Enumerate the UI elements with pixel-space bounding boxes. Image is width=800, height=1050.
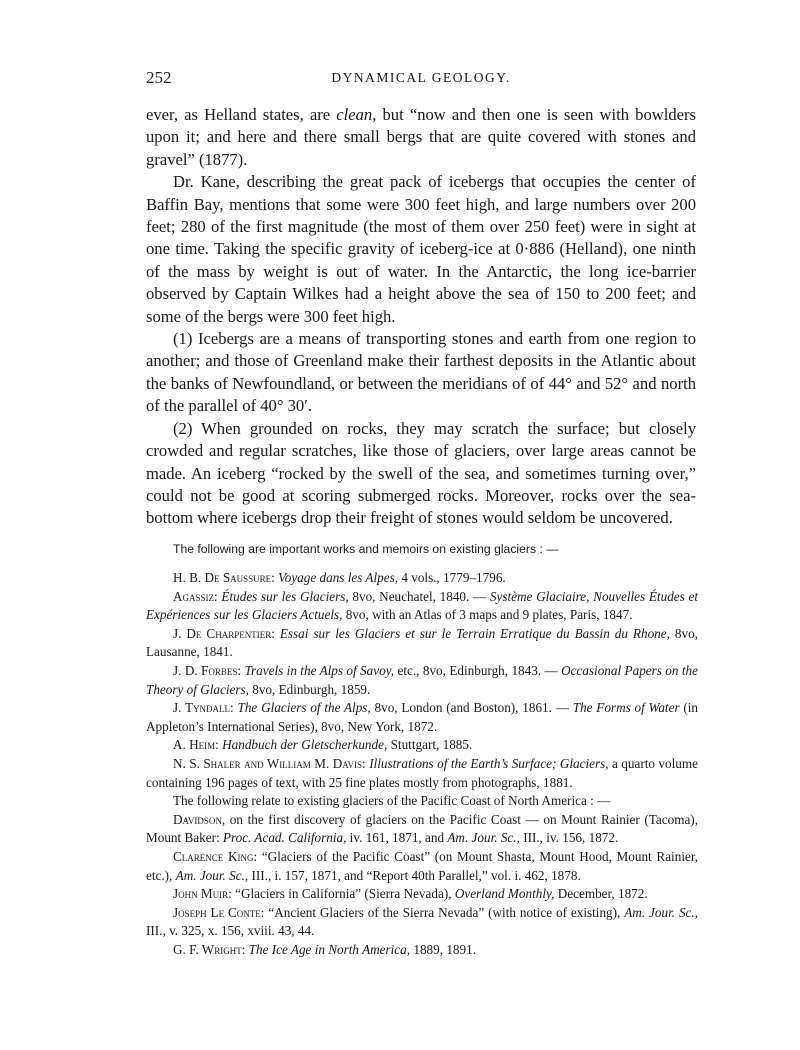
paragraph-continued: ever, as Helland states, are clean, but “now and then one is seen with bowlders upon it; and here and there small bergs that are quite covered with stones and gravel” (1877). (146, 105, 696, 169)
reference-saussure: H. B. De Saussure: Voyage dans les Alpes, 4 vols., 1779–1796. (173, 570, 506, 585)
reference-king: Clarence King: “Glaciers of the Pacific Coast” (on Mount Shasta, Mount Hood, Mount Rainier, etc.), Am. Jour. Sc., III., i. 157, 1871, and “Report 40th Parallel,” vol. i. 462, 1878. (146, 848, 698, 883)
reference-heim: A. Heim: Handbuch der Gletscherkunde, Stuttgart, 1885. (173, 737, 473, 753)
reference-forbes: J. D. Forbes: Travels in the Alps of Savoy, etc., 8vo, Edinburgh, 1843. — Occasional Papers on the Theory of Glaciers, 8vo, Edinburgh, 1859. (146, 662, 698, 697)
references-pacific-intro: The following relate to existing glaciers of the Pacific Coast of North America : — (173, 793, 611, 809)
references-intro: The following are important works and memoirs on existing glaciers : — (173, 542, 559, 556)
page-number: 252 (146, 68, 172, 87)
main-text (146, 104, 696, 530)
reference-davidson: Davidson, on the first discovery of glaciers on the Pacific Coast — on Mount Rainier (Tacoma), Mount Baker: Proc. Acad. California, iv. 161, 1871, and Am. Jour. Sc., III., iv. 156, 1872. (146, 811, 698, 846)
reference-leconte: Joseph Le Conte: “Ancient Glaciers of the Sierra Nevada” (with notice of existing), Am. Jour. Sc., III., v. 325, x. 156, xviii. 43, 44. (146, 904, 698, 939)
paragraph-transport: (1) Icebergs are a means of transporting stones and earth from one region to another; and those of Greenland make their farthest deposits in the Atlantic about the banks of Newfoundland, or between the meridians of of 44° and 52° and north of the parallel of 40° 30′. (146, 329, 696, 416)
running-head: DYNAMICAL GEOLOGY. (331, 70, 511, 85)
paragraph-kane: Dr. Kane, describing the great pack of icebergs that occupies the center of Baffin Bay, mentions that some were 300 feet high, and large numbers over 200 feet; 280 of the first magnitude (the most of them over 250 feet) were in sight at one time. Taking the specific gravity of iceberg-ice at 0·886 (Helland), one ninth of the mass by weight is out of water. In the Antarctic, the long ice-barrier observed by Captain Wilkes had a height above the sea of 150 to 200 feet; and some of the bergs were 300 feet high. (146, 172, 696, 326)
reference-agassiz: Agassiz: Études sur les Glaciers, 8vo, Neuchatel, 1840. — Système Glaciaire, Nouvelles Études et Expériences sur les Glaciers Actuels, 8vo, with an Atlas of 3 maps and 9 plates, Paris, 1847. (146, 588, 699, 623)
reference-shaler-davis: N. S. Shaler and William M. Davis: Illustrations of the Earth’s Surface; Glaciers, a quarto volume containing 196 pages of text, with 25 fine plates mostly from photographs, 1881. (146, 755, 698, 790)
paragraph-scratches: (2) When grounded on rocks, they may scratch the surface; but closely crowded and regular scratches, like those of glaciers, over large areas cannot be made. An iceberg “rocked by the swell of the sea, and sometimes turning over,” could not be good at scoring submerged rocks. Moreover, rocks over the sea-bottom where icebergs drop their freight of stones would seldom be uncovered. (146, 418, 696, 528)
reference-charpentier: J. De Charpentier: Essai sur les Glaciers et sur le Terrain Erratique du Bassin du Rhone, 8vo, Lausanne, 1841. (146, 625, 698, 660)
reference-muir: John Muir: “Glaciers in California” (Sierra Nevada), Overland Monthly, December, 1872. (173, 886, 648, 902)
references-section (146, 540, 698, 959)
reference-wright: G. F. Wright: The Ice Age in North America, 1889, 1891. (173, 941, 476, 957)
page-header (146, 68, 696, 90)
reference-tyndall: J. Tyndall: The Glaciers of the Alps, 8vo, London (and Boston), 1861. — The Forms of Water (in Appleton’s International Series), 8vo, New York, 1872. (146, 700, 699, 734)
